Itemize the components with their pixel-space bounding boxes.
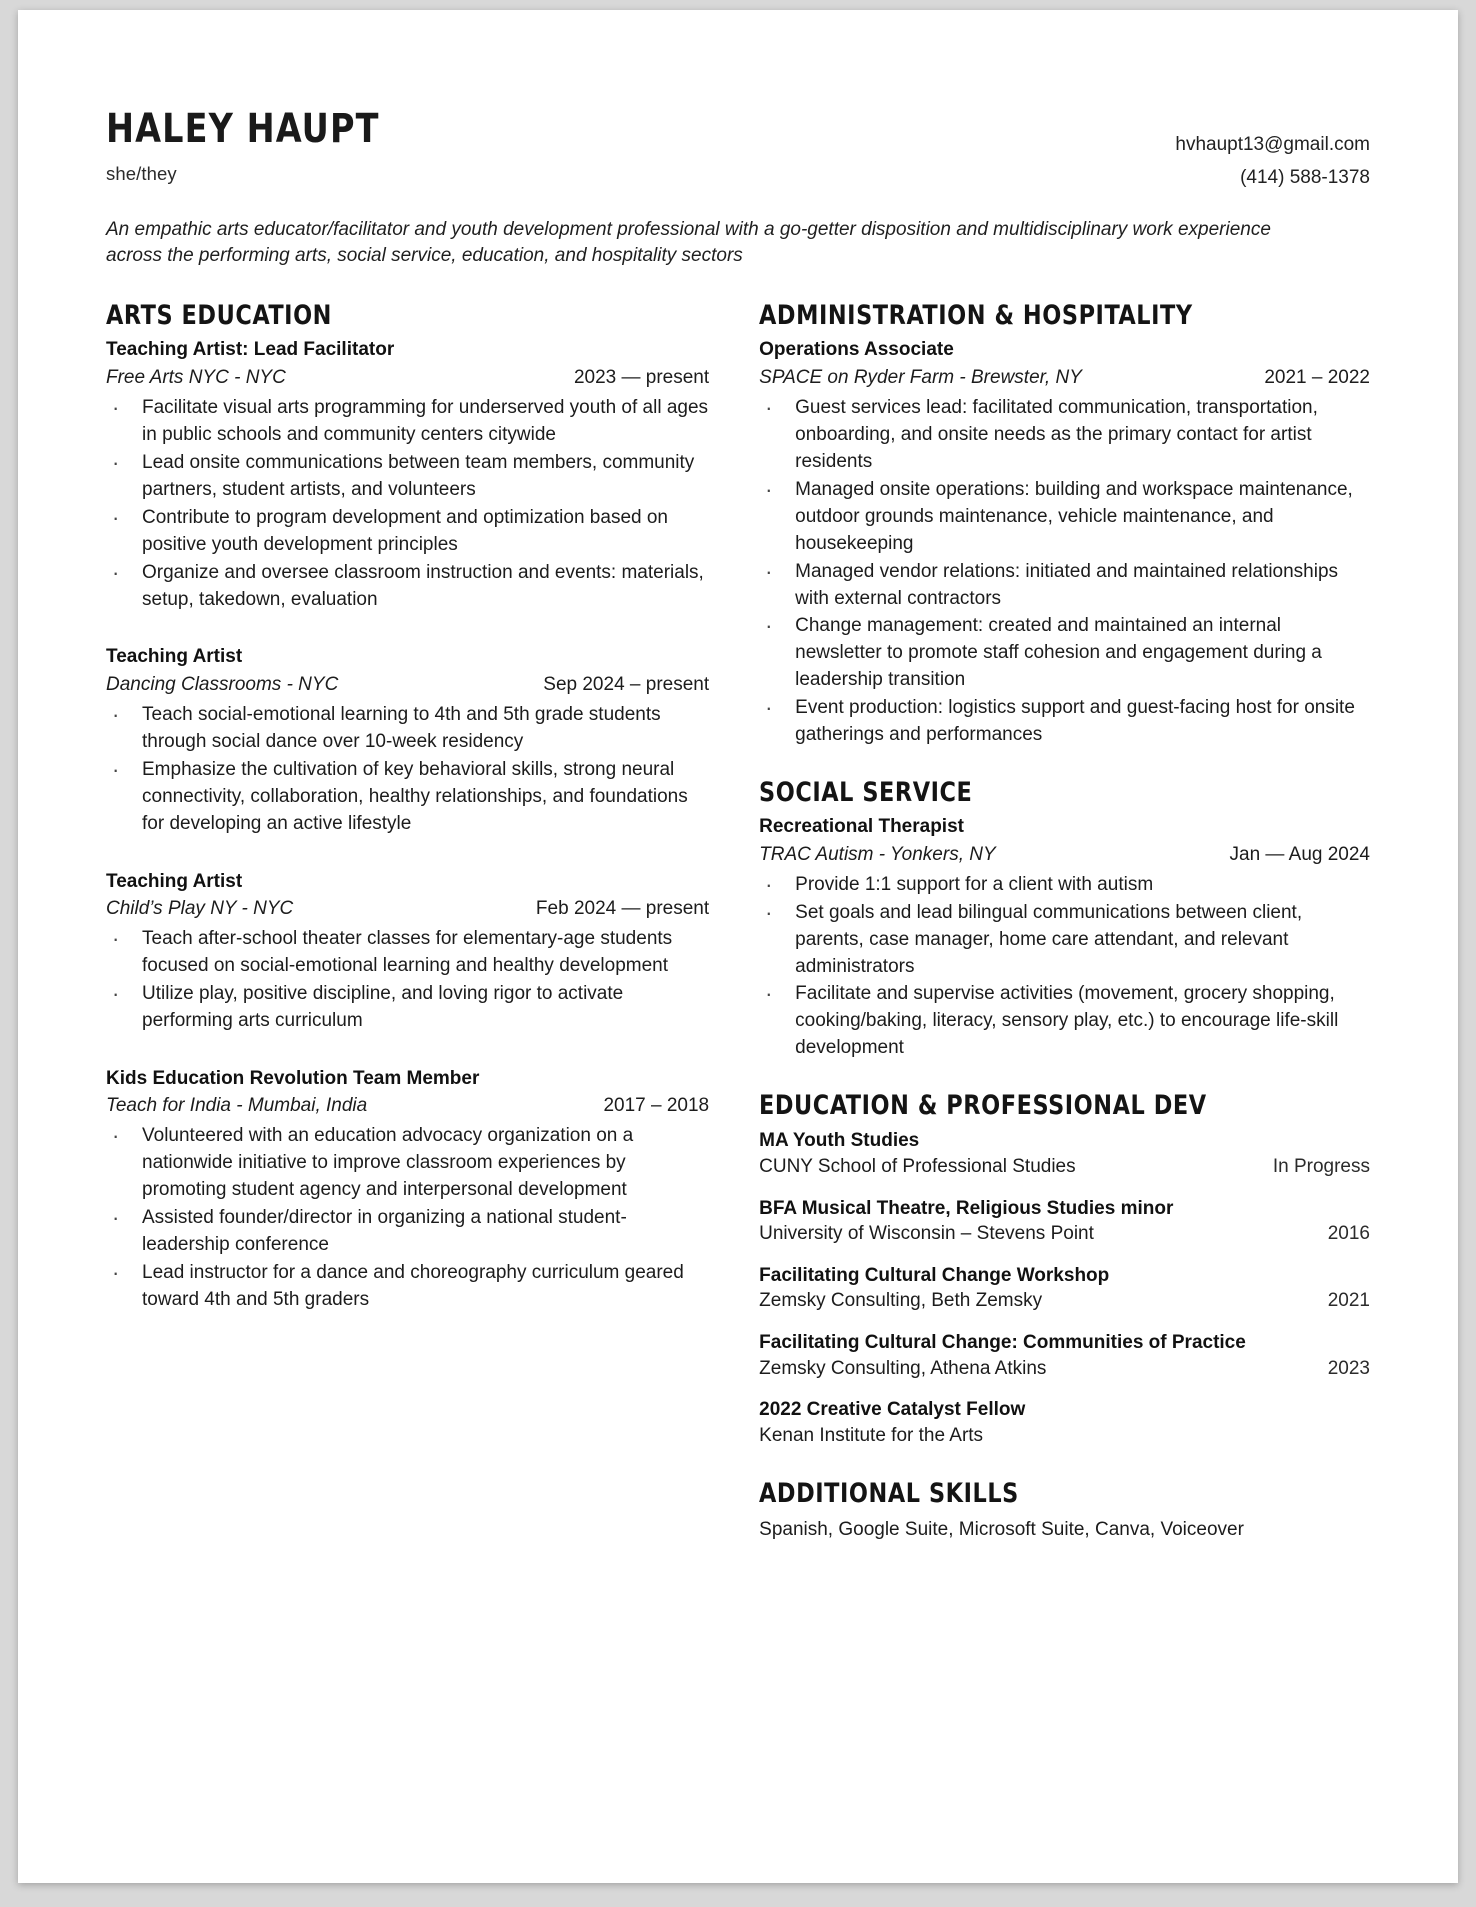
list-item: · Assisted founder/director in organizing a national student-leadership conference xyxy=(106,1205,709,1259)
spacer xyxy=(106,627,709,645)
list-item: · Utilize play, positive discipline, and loving rigor to activate performing arts curriculum xyxy=(106,981,709,1035)
resume-header xyxy=(106,106,1370,195)
job-dates: 2021 – 2022 xyxy=(1264,367,1370,389)
right-column xyxy=(759,300,1370,1543)
education-row xyxy=(759,1288,1370,1315)
job-bullets xyxy=(106,702,709,838)
spacer xyxy=(106,1049,709,1067)
education-title: BFA Musical Theatre, Religious Studies minor xyxy=(759,1197,1174,1219)
section-heading-education: EDUCATION & PROFESSIONAL DEV xyxy=(759,1090,1207,1122)
job-bullets xyxy=(106,395,709,614)
job-organization: Dancing Classrooms - NYC xyxy=(106,674,339,696)
job-meta xyxy=(106,672,709,699)
list-item: · Change management: created and maintained an internal newsletter to promote staff cohesion and engagement during a leadership transition xyxy=(759,613,1370,694)
education-title: MA Youth Studies xyxy=(759,1130,920,1152)
list-item: · Event production: logistics support and guest-facing host for onsite gatherings and performances xyxy=(759,695,1370,749)
section-heading-administration: ADMINISTRATION & HOSPITALITY xyxy=(759,300,1193,332)
skills-text: Spanish, Google Suite, Microsoft Suite, Canva, Voiceover xyxy=(759,1518,1244,1540)
list-item: · Guest services lead: facilitated communication, transportation, onboarding, and onsite needs as the primary contact for artist residents xyxy=(759,395,1370,476)
list-item: · Provide 1:1 support for a client with autism xyxy=(759,872,1370,899)
education-title: 2022 Creative Catalyst Fellow xyxy=(759,1399,1026,1421)
job-title: Teaching Artist xyxy=(106,646,243,668)
education-entry xyxy=(759,1397,1370,1449)
job-title: Recreational Therapist xyxy=(759,816,964,838)
job-entry xyxy=(106,1067,709,1314)
list-item: · Teach after-school theater classes for elementary-age students focused on social-emotional learning and healthy development xyxy=(106,926,709,980)
name-block xyxy=(106,106,400,185)
job-organization: TRAC Autism - Yonkers, NY xyxy=(759,844,996,865)
list-item: · Managed onsite operations: building and workspace maintenance, outdoor grounds maintenance, vehicle maintenance, and housekeeping xyxy=(759,477,1370,558)
spacer xyxy=(106,852,709,870)
education-date: 2023 xyxy=(1327,1357,1370,1379)
job-entry xyxy=(106,870,709,1035)
education-entry xyxy=(759,1196,1370,1248)
section-heading-skills: ADDITIONAL SKILLS xyxy=(759,1477,1020,1509)
education-row xyxy=(759,1423,1370,1450)
job-meta xyxy=(106,365,709,392)
education-institution: CUNY School of Professional Studies xyxy=(759,1156,1076,1178)
job-dates: Jan — Aug 2024 xyxy=(1229,844,1370,865)
list-item: · Emphasize the cultivation of key behavioral skills, strong neural connectivity, collaboration, healthy relationships, and foundations for developing an active lifestyle xyxy=(106,757,709,838)
columns xyxy=(106,300,1370,1543)
list-item: · Organize and oversee classroom instruction and events: materials, setup, takedown, evaluation xyxy=(106,560,709,614)
job-title: Teaching Artist xyxy=(106,870,243,892)
education-row xyxy=(759,1154,1370,1181)
education-date: 2021 xyxy=(1327,1290,1370,1312)
job-meta xyxy=(759,842,1370,869)
education-entry xyxy=(759,1128,1370,1180)
education-date: 2016 xyxy=(1327,1223,1370,1245)
job-entry xyxy=(106,338,709,613)
job-meta xyxy=(759,365,1370,392)
job-dates: 2017 – 2018 xyxy=(603,1095,710,1117)
job-organization: Child’s Play NY - NYC xyxy=(106,898,294,920)
resume-page xyxy=(18,10,1458,1883)
list-item: · Lead instructor for a dance and choreography curriculum geared toward 4th and 5th graders xyxy=(106,1260,709,1314)
list-item: · Facilitate visual arts programming for underserved youth of all ages in public schools and community centers citywide xyxy=(106,395,709,449)
education-institution: Kenan Institute for the Arts xyxy=(759,1424,984,1446)
job-organization: Teach for India - Mumbai, India xyxy=(106,1095,368,1117)
education-institution: Zemsky Consulting, Beth Zemsky xyxy=(759,1290,1043,1312)
education-institution: Zemsky Consulting, Athena Atkins xyxy=(759,1357,1047,1379)
job-title: Teaching Artist: Lead Facilitator xyxy=(106,339,395,361)
page-title: HALEY HAUPT xyxy=(106,106,380,152)
education-institution: University of Wisconsin – Stevens Point xyxy=(759,1223,1094,1245)
list-item: · Lead onsite communications between team members, community partners, student artists, and volunteers xyxy=(106,450,709,504)
job-bullets xyxy=(106,1123,709,1314)
job-title: Operations Associate xyxy=(759,339,954,361)
job-organization: SPACE on Ryder Farm - Brewster, NY xyxy=(759,367,1082,389)
education-row xyxy=(759,1221,1370,1248)
education-title: Facilitating Cultural Change: Communities of Practice xyxy=(759,1332,1246,1354)
job-dates: 2023 — present xyxy=(573,367,710,389)
job-entry xyxy=(759,815,1370,1062)
education-title: Facilitating Cultural Change Workshop xyxy=(759,1264,1110,1286)
phone-text: (414) 588-1378 xyxy=(1240,167,1370,189)
job-title: Kids Education Revolution Team Member xyxy=(106,1067,480,1089)
list-item: · Set goals and lead bilingual communications between client, parents, case manager, home care attendant, and relevant administrators xyxy=(759,900,1370,981)
job-bullets xyxy=(106,926,709,1035)
left-column xyxy=(106,300,717,1543)
job-dates: Feb 2024 — present xyxy=(535,898,710,920)
education-date: In Progress xyxy=(1272,1156,1370,1178)
section-heading-arts-education: ARTS EDUCATION xyxy=(106,300,333,332)
pronouns: she/they xyxy=(106,163,177,184)
job-bullets xyxy=(759,872,1370,1063)
education-entry xyxy=(759,1263,1370,1315)
job-organization: Free Arts NYC - NYC xyxy=(106,367,286,389)
section-heading-social-service: SOCIAL SERVICE xyxy=(759,777,973,809)
list-item: · Contribute to program development and optimization based on positive youth development principles xyxy=(106,505,709,559)
job-entry xyxy=(759,338,1370,749)
job-meta xyxy=(106,896,709,923)
summary-text: An empathic arts educator/facilitator and youth development professional with a go-getter disposition and multidisciplinary work experience across the performing arts, social service, education, and hospitality sectors xyxy=(106,218,1271,267)
list-item: · Managed vendor relations: initiated and maintained relationships with external contractors xyxy=(759,559,1370,613)
email-text: hvhaupt13@gmail.com xyxy=(1175,134,1370,155)
job-bullets xyxy=(759,395,1370,750)
education-row xyxy=(759,1356,1370,1383)
job-meta xyxy=(106,1093,709,1120)
job-dates: Sep 2024 – present xyxy=(543,674,710,696)
job-entry xyxy=(106,645,709,837)
education-entry xyxy=(759,1330,1370,1382)
contact-block xyxy=(1175,106,1370,195)
list-item: · Teach social-emotional learning to 4th and 5th grade students through social dance over 10-week residency xyxy=(106,702,709,756)
list-item: · Facilitate and supervise activities (movement, grocery shopping, cooking/baking, literacy, sensory play, etc.) to encourage life-skill development xyxy=(759,981,1370,1062)
list-item: · Volunteered with an education advocacy organization on a nationwide initiative to improve classroom experiences by promoting student agency and interpersonal development xyxy=(106,1123,709,1204)
